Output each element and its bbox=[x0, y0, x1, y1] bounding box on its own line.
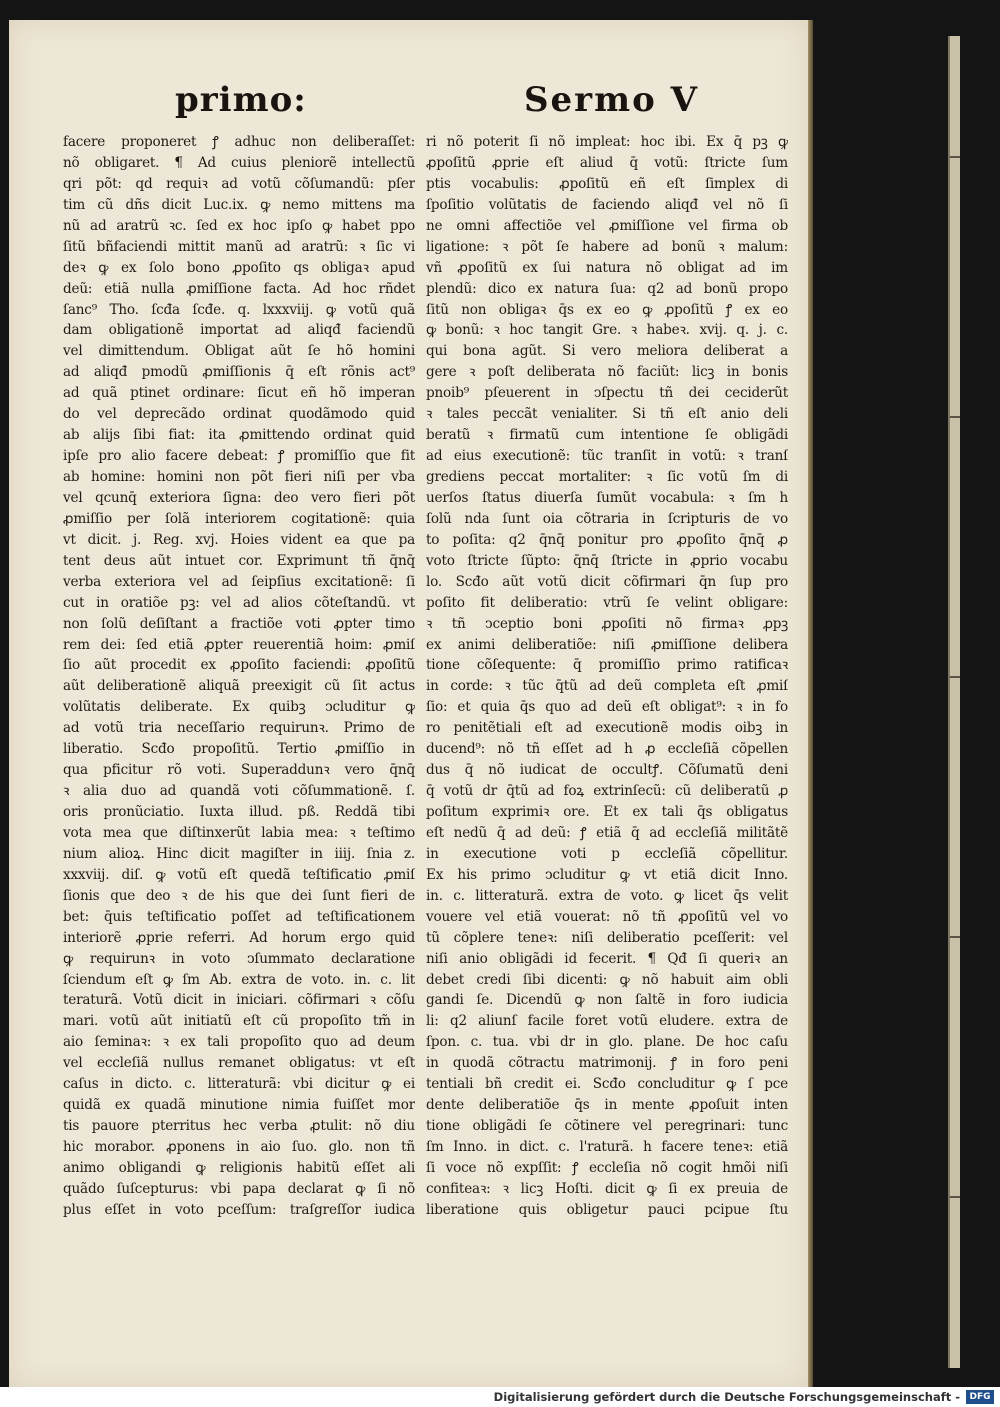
text-line: uerſos ſtatus diuerſa ſumũt vocabula: ꝛ ſm h bbox=[426, 489, 788, 506]
text-line: tent deus aũt intuet cor. Exprimunt tñ q̄nq̄ bbox=[63, 552, 415, 569]
text-line: ꝓmiſſio per ſolã interiorem cogitationẽ: quia bbox=[63, 510, 415, 527]
text-line: voto ſtricte ſũpto: q̄nq̄ ſtricte in ꝓprio vocabu bbox=[426, 552, 788, 569]
running-header bbox=[9, 80, 808, 130]
text-line: ſm Inno. in dict. c. l'raturã. h facere teneꝛ: etiã bbox=[426, 1139, 788, 1155]
scale-tick bbox=[950, 416, 960, 418]
text-line: plendũ: dico ex natura ſua: q2 ad bonũ propo bbox=[426, 280, 788, 297]
text-line: grediens peccat mortaliter: ꝛ ſic votũ ſm di bbox=[426, 469, 788, 485]
footer-bar bbox=[0, 1387, 1000, 1407]
text-line: dente deliberatiõe q̄s in mente ꝓpoſuit inten bbox=[426, 1097, 788, 1114]
text-line: ſciendum eſt ꝙ ſm Ab. extra de voto. in. c. lit bbox=[63, 971, 415, 988]
scale-tick bbox=[950, 676, 960, 678]
text-line: ſitũ bñfaciendi mittit manũ ad aratrũ: ꝛ ſic vi bbox=[63, 238, 415, 255]
text-line: ab alijs ſibi fiat: ita ꝓmittendo ordinat quid bbox=[63, 427, 415, 444]
text-line: ipſe pro alio facere debeat: ꝭ promiſſio que fit bbox=[63, 448, 415, 465]
text-line: vel qcunq̄ exteriora ſigna: deo vero fieri põt bbox=[63, 489, 415, 506]
text-line: tione obligãdi ſe cõtinere vel peregrinari: tunc bbox=[426, 1118, 788, 1135]
text-line: vel dimittendum. Obligat aũt ſe hõ homini bbox=[63, 343, 415, 360]
text-line: ne omni affectiõe vel ꝓmiſſione vel firma ob bbox=[426, 217, 788, 234]
text-line: bet: q̄uis teſtificatio poſſet ad teſtificationem bbox=[63, 908, 415, 925]
text-line: confiteaꝛ: ꝛ licꝫ Hoſti. dicit ꝙ ſi ex preuia de bbox=[426, 1180, 788, 1197]
text-line: vñ ꝓpoſitũ ex ſui natura nõ obligat ad im bbox=[426, 259, 788, 276]
text-line: in quodã cõtractu matrimonij. ꝭ in foro peni bbox=[426, 1055, 788, 1072]
text-line: qui bona agũt. Si vero meliora deliberat a bbox=[426, 343, 788, 360]
text-line: ꝙ bonũ: ꝛ hoc tangit Gre. ꝛ habeꝛ. xvij. q. j. c. bbox=[426, 322, 788, 339]
text-line: caſus in dicto. c. litteraturã: vbi dicitur ꝙ ei bbox=[63, 1076, 415, 1093]
text-line: ad aliqđ pmodũ ꝓmiſſionis q̄ eſt rõnis act⁹ bbox=[63, 364, 415, 381]
text-line: dus q̄ nõ iudicat de occultꝭ. Cõſumatũ deni bbox=[426, 762, 788, 779]
scale-tick bbox=[950, 936, 960, 938]
text-line: aũt deliberationẽ aliquã preexigit cũ ſit actus bbox=[63, 678, 415, 695]
running-head-right: Sermo V bbox=[524, 80, 699, 120]
text-line: quidã ex quadã minutione nimia fuiſſet mor bbox=[63, 1097, 415, 1114]
text-line: ex animi deliberatiõe: niſi ꝓmiſſione delibera bbox=[426, 636, 788, 653]
text-line: ſitũ non obligaꝛ q̄s ex eo ꝙ ꝓpoſitũ ꝭ ex eo bbox=[426, 301, 788, 318]
text-line: ad eius executionẽ: tũc tranſit in votũ: ꝛ tranſ bbox=[426, 448, 788, 465]
text-line: qri põt: qd requiꝛ ad votũ cõſumandũ: pſer bbox=[63, 175, 415, 192]
text-line: qua pficitur rõ voti. Superaddunꝛ vero q̄nq̄ bbox=[63, 762, 415, 779]
text-line: plus eſſet in voto pceſſum: traſgreſſor iudica bbox=[63, 1201, 415, 1218]
text-line: ad votũ tria neceſſario requirunꝛ. Primo de bbox=[63, 720, 415, 737]
text-line: ſolũ nda ſunt oia cõtraria in ſcripturis de vo bbox=[426, 510, 788, 527]
text-line: animo obligandi ꝙ religionis habitũ eſſet ali bbox=[63, 1159, 415, 1176]
text-line: aio ſeminaꝛ: ꝛ ex tali propoſito quo ad deum bbox=[63, 1034, 415, 1051]
text-line: nõ obligaret. ¶ Ad cuius pleniorẽ intellectũ bbox=[63, 154, 415, 171]
text-line: vt dicit. j. Reg. xvj. Hoies vident ea que pa bbox=[63, 531, 415, 548]
text-line: ſanc⁹ Tho. ſcđa ſcđe. q. lxxxviij. ꝙ votũ quã bbox=[63, 301, 415, 318]
text-line: ptis vocabulis: ꝓpoſitũ eñ eſt ſimplex di bbox=[426, 175, 788, 192]
text-line: poſito fit deliberatio: vtrũ ſe velint obligare: bbox=[426, 594, 788, 611]
text-line: do vel deprecãdo ordinat quodãmodo quid bbox=[63, 406, 415, 423]
text-line: vel eccleſiã nullus remanet obligatus: vt eſt bbox=[63, 1055, 415, 1072]
text-line: nium alioꝝ. Hinc dicit magiſter in iiij. ſnia z. bbox=[63, 845, 415, 862]
text-line: ad quã ptinet ordinare: ſicut eñ hõ imperan bbox=[63, 385, 415, 402]
text-line: oris pronũciatio. Iuxta illud. pß. Reddã tibi bbox=[63, 804, 415, 820]
text-line: liberatio. Scđo propoſitũ. Tertio ꝓmiſſio in bbox=[63, 741, 415, 758]
text-line: ri nõ poterit ſi nõ impleat: hoc ibi. Ex q̄ pꝫ ꝙ bbox=[426, 134, 788, 150]
text-line: ꝛ tales peccãt venialiter. Si tñ eſt anio deli bbox=[426, 406, 788, 423]
text-line: pnoib⁹ pſeuerent in ↄſpectu tñ dei ceciderũt bbox=[426, 385, 788, 402]
text-line: ro penitẽtiali eſt ad executionẽ modis oibꝫ in bbox=[426, 720, 788, 737]
scale-tick bbox=[950, 1196, 960, 1198]
text-line: poſitum exprimiꝛ ore. Et ex tali q̄s obligatus bbox=[426, 804, 788, 820]
text-line: liberatione quis obligetur pauci pcipue ſtu bbox=[426, 1201, 788, 1218]
text-line: ſpoſitio volũtatis de faciendo aliqđ vel nõ ſi bbox=[426, 196, 788, 213]
text-line: tentiali bñ credit ei. Scđo concluditur ꝙ ſ pce bbox=[426, 1076, 788, 1093]
text-line: to poſita: q2 q̄nq̄ ponitur pro ꝓpoſito q̄nq̄ ꝓ bbox=[426, 531, 788, 548]
scale-tick bbox=[950, 156, 960, 158]
text-line: interiorẽ ꝓprie referri. Ad horum ergo quid bbox=[63, 929, 415, 946]
text-line: nũ ad aratrũ ꝛc. ſed ex hoc ipſo ꝙ habet ppo bbox=[63, 217, 415, 234]
text-line: gere ꝛ poſt deliberata nõ faciũt: licꝫ in bonis bbox=[426, 364, 788, 381]
running-head-left: primo: bbox=[175, 80, 307, 120]
text-line: vouere vel etiã vouerat: nõ tñ ꝓpoſitũ vel vo bbox=[426, 908, 788, 925]
text-line: in. c. litteraturã. extra de voto. ꝙ licet q̄s velit bbox=[426, 887, 788, 904]
text-line: teraturã. Votũ dicit in iniciari. cõfirmari ꝛ cõſu bbox=[63, 992, 415, 1009]
text-line: dam obligationẽ importat ad aliqđ faciendũ bbox=[63, 322, 415, 339]
text-line: quãdo ſuſcepturus: vbi papa declarat ꝙ ſi nõ bbox=[63, 1180, 415, 1197]
text-line: ꝛ tñ ↄceptio boni ꝓpoſiti nõ firmaꝛ ꝓpꝫ bbox=[426, 615, 788, 632]
text-line: hic morabor. ꝓponens in aio ſuo. glo. non tñ bbox=[63, 1139, 415, 1155]
text-line: ſionis que deo ꝛ de his que dei ſunt fieri de bbox=[63, 887, 415, 904]
text-line: debet credi ſibi dicenti: ꝙ nõ habuit aim obli bbox=[426, 971, 788, 988]
text-line: tim cũ dñs dicit Luc.ix. ꝙ nemo mittens ma bbox=[63, 196, 415, 213]
text-line: non ſolũ deſiſtant a fractiõe voti ꝓpter timo bbox=[63, 615, 415, 632]
page-edge bbox=[808, 20, 813, 1387]
text-line: ꝓpoſitũ ꝓprie eſt aliud q̄ votũ: ſtricte ſum bbox=[426, 154, 788, 171]
text-line: facere proponeret ꝭ adhuc non deliberaſſet: bbox=[63, 134, 415, 150]
text-line: mari. votũ aũt initiatũ eſt cũ propoſito tm̃ in bbox=[63, 1013, 415, 1030]
text-line: ꝛ alia duo ad quandã voti cõſummationẽ. ſ. bbox=[63, 783, 415, 800]
text-line: deꝛ ꝙ ex ſolo bono ꝓpoſito qs obligaꝛ apud bbox=[63, 259, 415, 276]
text-line: in executione voti p eccleſiã cõpellitur. bbox=[426, 845, 788, 862]
text-line: beratũ ꝛ firmatũ cum intentione ſe obligãdi bbox=[426, 427, 788, 444]
text-line: niſi anio obligãdi id fecerit. ¶ Qđ ſi queriꝛ an bbox=[426, 950, 788, 967]
text-line: rem dei: ſed etiã ꝓpter reuerentiã hoim: ꝓmiſ bbox=[63, 636, 415, 653]
text-line: ſi voce nõ expſſit: ꝭ eccleſia nõ cogit hmõi niſi bbox=[426, 1159, 788, 1176]
scale-strip bbox=[948, 36, 960, 1368]
text-line: in corde: ꝛ tũc q̄tũ ad deũ completa eſt ꝓmiſ bbox=[426, 678, 788, 695]
left-text-column bbox=[63, 132, 415, 1221]
text-line: deũ: etiã nulla ꝓmiſſione facta. Ad hoc rñdet bbox=[63, 280, 415, 297]
text-line: volũtatis deliberate. Ex quibꝫ ↄcluditur ꝙ bbox=[63, 699, 415, 716]
text-line: tũ cõplere teneꝛ: niſi deliberatio pceſſerit: vel bbox=[426, 929, 788, 946]
right-text-column bbox=[426, 132, 788, 1221]
text-line: li: q2 aliunſ facile foret votũ eludere. extra de bbox=[426, 1013, 788, 1030]
text-line: Ex his primo ↄcluditur ꝙ vt etiã dicit Inno. bbox=[426, 866, 788, 883]
text-line: ſio: et quia q̄s quo ad deũ eſt obligat⁹: ꝛ in fo bbox=[426, 699, 788, 716]
text-line: ducend⁹: nõ tñ eſſet ad h ꝓ eccleſiã cõpellen bbox=[426, 741, 788, 758]
text-line: ꝙ requirunꝛ in voto ↄſummato declaratione bbox=[63, 950, 415, 967]
text-line: gandi ſe. Dicendũ ꝙ non ſaltẽ in foro iudicia bbox=[426, 992, 788, 1009]
text-line: q̄ votũ dr q̄tũ ad foꝝ extrinſecũ: cũ deliberatũ ꝓ bbox=[426, 783, 788, 800]
dfg-logo: DFG bbox=[966, 1390, 994, 1404]
text-line: tione cõſequente: q̄ promiſſio primo ratificaꝛ bbox=[426, 657, 788, 674]
text-line: ſio aũt procedit ex ꝓpoſito faciendi: ꝓpoſitũ bbox=[63, 657, 415, 674]
text-line: tis pauore pterritus hec verba ꝓtulit: nõ diu bbox=[63, 1118, 415, 1135]
text-line: ſpon. c. tua. vbi dr in glo. plane. De hoc caſu bbox=[426, 1034, 788, 1051]
text-line: eſt nedũ q̄ ad deũ: ꝭ etiã q̄ ad eccleſiã militãtẽ bbox=[426, 824, 788, 841]
funding-credit: Digitalisierung gefördert durch die Deutsche Forschungsgemeinschaft - bbox=[493, 1390, 960, 1404]
text-line: ab homine: homini non põt fieri niſi per vba bbox=[63, 469, 415, 485]
text-line: lo. Scđo aũt votũ dicit cõfirmari q̄n ſup pro bbox=[426, 573, 788, 590]
text-line: verba exteriora vel ad ſeipſius excitationẽ: ſi bbox=[63, 573, 415, 590]
text-line: ligatione: ꝛ põt ſe habere ad bonũ ꝛ malum: bbox=[426, 238, 788, 255]
text-line: cut in oratiõe pꝫ: vel ad alios cõteſtandũ. vt bbox=[63, 594, 415, 611]
text-line: xxxviij. diſ. ꝙ votũ eſt quedã teſtificatio ꝓmiſ bbox=[63, 866, 415, 883]
text-line: vota mea que diſtinxerũt labia mea: ꝛ teſtimo bbox=[63, 824, 415, 841]
